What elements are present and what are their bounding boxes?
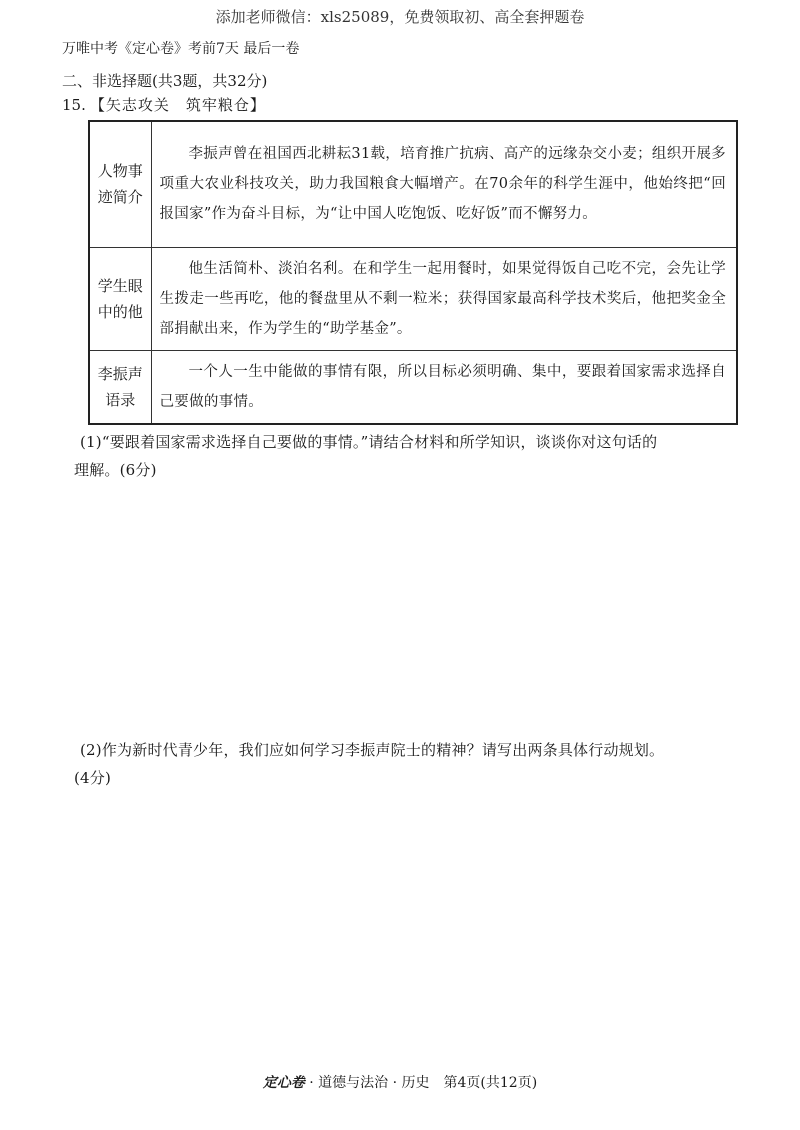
sub-question-2-line1: (2)作为新时代青少年，我们应如何学习李振声院士的精神？请写出两条具体行动规划。 xyxy=(80,741,665,759)
row-label xyxy=(89,350,151,424)
table-row xyxy=(89,350,737,424)
row-label-line: 李振声 xyxy=(97,364,143,383)
row-label-line: 中的他 xyxy=(97,302,143,321)
row-content: 他生活简朴、淡泊名利。在和学生一起用餐时，如果觉得饭自己吃不完，会先让学生拨走一些再吃，他的餐盘里从不剩一粒米；获得国家最高科学技术奖后，他把奖金全部捐献出来，作为学生的“助学基金”。 xyxy=(151,247,737,350)
footer-brand: 定心卷 xyxy=(262,1075,305,1091)
sub-question-1-line2: 理解。(6分) xyxy=(74,461,157,479)
material-table xyxy=(88,120,738,425)
table-row xyxy=(89,247,737,350)
question-tag: 【矢志攻关 筑牢粮仓】 xyxy=(89,96,266,114)
row-content: 一个人一生中能做的事情有限，所以目标必须明确、集中，要跟着国家需求选择自己要做的事情。 xyxy=(151,350,737,424)
section-title: 二、非选择题(共3题，共32分) xyxy=(62,72,268,90)
footer-page-info: · 道德与法治 · 历史 第4页(共12页) xyxy=(304,1075,538,1091)
sub-question-1-line1: (1)“要跟着国家需求选择自己要做的事情。”请结合材料和所学知识，谈谈你对这句话的 xyxy=(80,433,658,451)
row-label-line: 语录 xyxy=(105,390,136,409)
question-number: 15. xyxy=(62,96,86,114)
page-footer xyxy=(0,1072,800,1092)
row-label xyxy=(89,247,151,350)
sub-question-2 xyxy=(74,736,760,792)
top-banner: 添加老师微信：xls25089，免费领取初、高全套押题卷 xyxy=(215,8,585,26)
row-label-line: 人物事 xyxy=(97,162,143,181)
question-head xyxy=(62,94,266,115)
exam-header: 万唯中考《定心卷》考前7天 最后一卷 xyxy=(62,41,300,57)
row-label xyxy=(89,121,151,247)
table-row xyxy=(89,121,737,247)
row-content: 李振声曾在祖国西北耕耘31载，培育推广抗病、高产的远缘杂交小麦；组织开展多项重大农业科技攻关，助力我国粮食大幅增产。在70余年的科学生涯中，他始终把“回报国家”作为奋斗目标，为“让中国人吃饱饭、吃好饭”而不懈努力。 xyxy=(151,121,737,247)
sub-question-2-line2: (4分) xyxy=(74,769,112,787)
row-label-line: 迹简介 xyxy=(97,188,143,207)
row-label-line: 学生眼 xyxy=(97,276,143,295)
sub-question-1 xyxy=(74,428,760,484)
